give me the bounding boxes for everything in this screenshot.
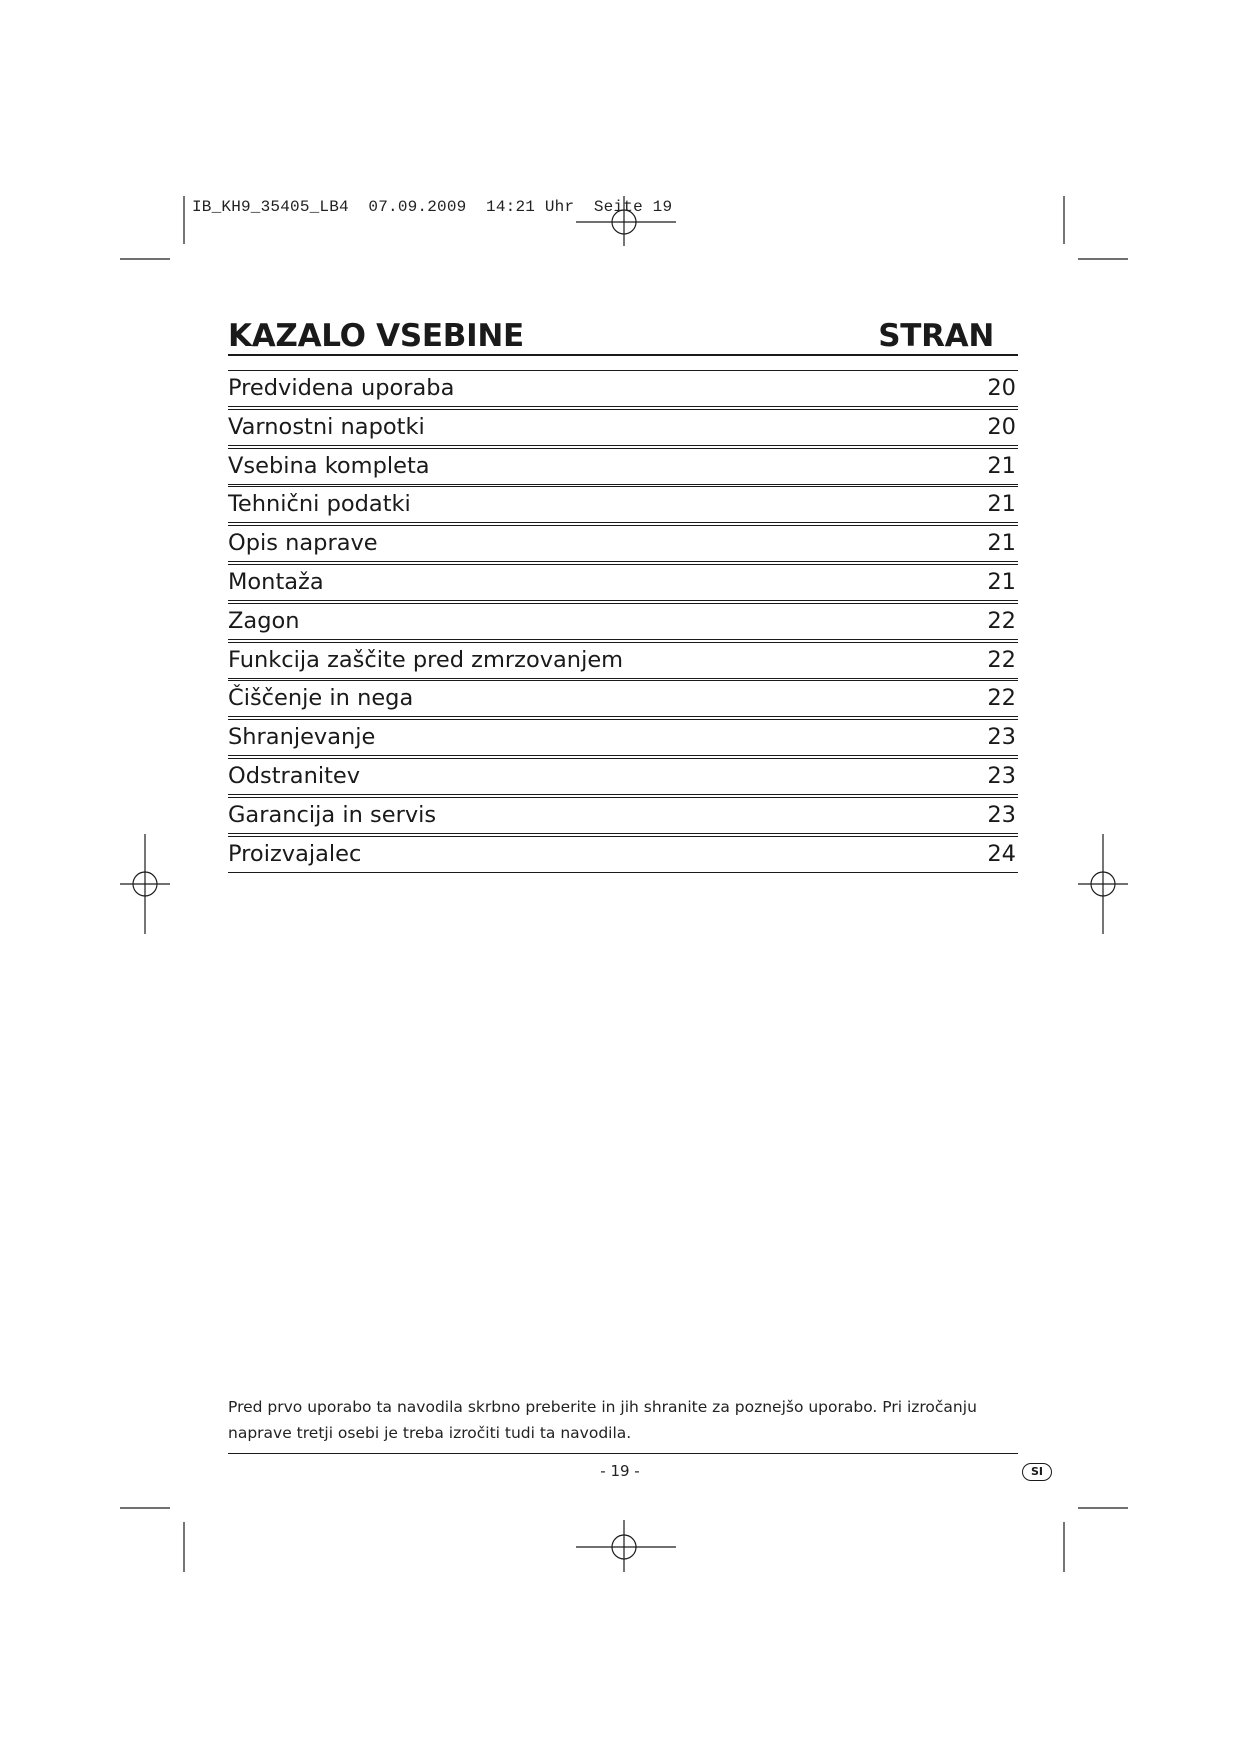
toc-header xyxy=(228,318,994,354)
toc-entry-title: Montaža xyxy=(228,568,324,595)
print-slug: IB_KH9_35405_LB4 07.09.2009 14:21 Uhr Seite 19 xyxy=(192,198,673,216)
toc-entry[interactable] xyxy=(228,603,1018,640)
toc-entry-title: Vsebina kompleta xyxy=(228,452,430,479)
toc-entry-page: 22 xyxy=(987,685,1016,712)
toc-entry[interactable] xyxy=(228,409,1018,446)
toc-entry-page: 20 xyxy=(987,413,1016,440)
toc-entry[interactable] xyxy=(228,525,1018,562)
toc-entry[interactable] xyxy=(228,448,1018,485)
toc-entry-title: Proizvajalec xyxy=(228,840,362,867)
footer-note: Pred prvo uporabo ta navodila skrbno preberite in jih shranite za poznejšo uporabo. Pri izročanju naprave tretji osebi je treba izročiti tudi ta navodila. xyxy=(228,1398,977,1442)
toc-entry-page: 21 xyxy=(987,452,1016,479)
toc-entry-title: Shranjevanje xyxy=(228,724,376,751)
toc-entry-title: Opis naprave xyxy=(228,530,378,557)
toc-entry[interactable] xyxy=(228,486,1018,523)
toc-entry-page: 21 xyxy=(987,491,1016,518)
toc-list xyxy=(228,370,1018,874)
toc-entry-title: Čiščenje in nega xyxy=(228,685,414,712)
toc-entry-title: Varnostni napotki xyxy=(228,413,425,440)
footer-rule xyxy=(228,1453,1018,1454)
language-badge: SI xyxy=(1022,1463,1052,1481)
toc-entry-page: 23 xyxy=(987,801,1016,828)
toc-entry[interactable] xyxy=(228,370,1018,407)
toc-entry[interactable] xyxy=(228,719,1018,756)
toc-heading: KAZALO VSEBINE xyxy=(228,318,524,354)
toc-entry-title: Odstranitev xyxy=(228,762,361,789)
toc-entry[interactable] xyxy=(228,564,1018,601)
toc-entry-page: 22 xyxy=(987,646,1016,673)
toc-page-heading: STRAN xyxy=(878,318,994,354)
toc-entry[interactable] xyxy=(228,797,1018,834)
toc-entry-page: 23 xyxy=(987,762,1016,789)
toc-header-rule xyxy=(228,354,1018,356)
toc-entry-page: 21 xyxy=(987,530,1016,557)
toc-entry-title: Funkcija zaščite pred zmrzovanjem xyxy=(228,646,624,673)
toc-entry-title: Garancija in servis xyxy=(228,801,437,828)
toc-entry-page: 21 xyxy=(987,568,1016,595)
toc-entry-page: 23 xyxy=(987,724,1016,751)
toc-entry-title: Zagon xyxy=(228,607,300,634)
page-number: - 19 - xyxy=(600,1462,640,1480)
toc-entry-page: 24 xyxy=(987,840,1016,867)
toc-entry[interactable] xyxy=(228,836,1018,873)
toc-entry-page: 22 xyxy=(987,607,1016,634)
toc-entry-page: 20 xyxy=(987,375,1016,401)
toc-entry-title: Tehnični podatki xyxy=(228,491,411,518)
toc-entry[interactable] xyxy=(228,642,1018,679)
toc-entry-title: Predvidena uporaba xyxy=(228,375,455,401)
toc-entry[interactable] xyxy=(228,680,1018,717)
toc-entry[interactable] xyxy=(228,758,1018,795)
